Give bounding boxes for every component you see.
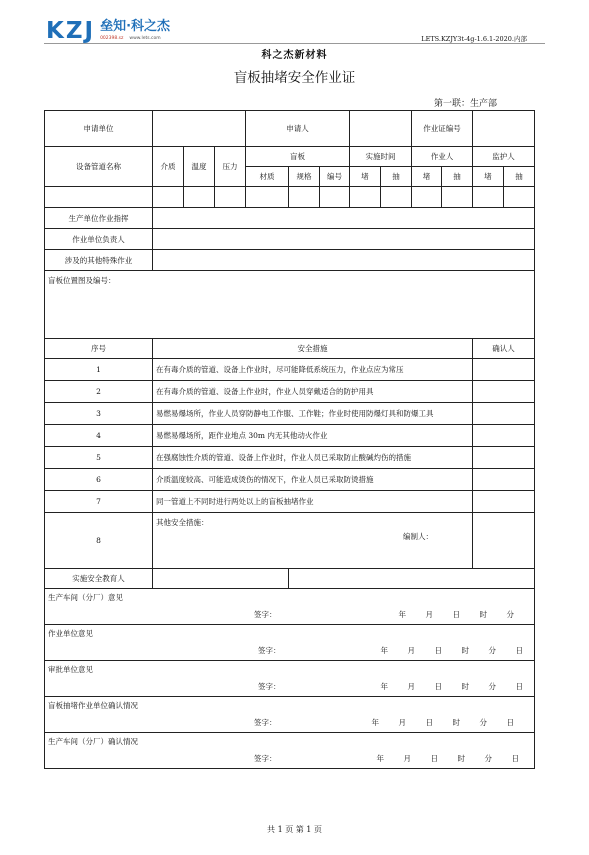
day-label: 日 — [506, 718, 514, 727]
measure-text: 易燃易爆场所，距作业地点 30m 内无其他动火作业 — [153, 425, 473, 447]
sign-label: 签字： — [258, 646, 281, 655]
measure-no: 3 — [45, 403, 153, 425]
month-label: 月 — [425, 610, 433, 619]
position-diagram-field[interactable] — [45, 271, 535, 339]
year-label: 年 — [398, 610, 406, 619]
operator-label: 作业人 — [412, 147, 473, 167]
sign-label: 签字： — [258, 682, 281, 691]
operator-block-field[interactable] — [412, 187, 442, 208]
confirm-field[interactable] — [473, 469, 535, 491]
day-label: 日 — [452, 610, 460, 619]
hour-label: 时 — [452, 718, 460, 727]
sign-label: 签字： — [254, 754, 277, 763]
minute-label: 分 — [479, 718, 487, 727]
logo-url: www.lets.com — [129, 36, 161, 41]
operator-block-label: 堵 — [412, 167, 442, 187]
hour-label: 时 — [461, 682, 469, 691]
compiler-label: 编制人： — [403, 532, 433, 541]
medium-label: 介质 — [153, 147, 184, 187]
day-label: 日 — [430, 754, 438, 763]
measure-no: 5 — [45, 447, 153, 469]
header-divider — [44, 43, 545, 44]
document-number: LETS.KZJY3t-4g-1.6.1-2020.内部 — [421, 35, 527, 43]
year-label: 年 — [380, 646, 388, 655]
spec-label: 规格 — [289, 167, 320, 187]
apply-unit-field[interactable] — [153, 111, 246, 147]
guardian-block-field[interactable] — [473, 187, 504, 208]
operator-draw-label: 抽 — [442, 167, 473, 187]
educator-extra-field[interactable] — [289, 569, 535, 589]
minute-label: 分 — [488, 682, 496, 691]
measure-text: 介质温度较高、可能造成烫伤的情况下，作业人员已采取防烫措施 — [153, 469, 473, 491]
year-label: 年 — [371, 718, 379, 727]
exec-block-field[interactable] — [350, 187, 381, 208]
company-logo — [46, 20, 170, 42]
work-unit-leader-label: 作业单位负责人 — [45, 229, 153, 250]
educator-field[interactable] — [153, 569, 289, 589]
confirm-header: 确认人 — [473, 339, 535, 359]
day-label: 日 — [434, 646, 442, 655]
temperature-field[interactable] — [184, 187, 215, 208]
measure-no-header: 序号 — [45, 339, 153, 359]
exec-time-label: 实施时间 — [350, 147, 412, 167]
work-unit-leader-field[interactable] — [153, 229, 535, 250]
measure-no: 1 — [45, 359, 153, 381]
operator-draw-field[interactable] — [442, 187, 473, 208]
pressure-field[interactable] — [215, 187, 246, 208]
confirm-field[interactable] — [473, 447, 535, 469]
sign-label: 签字： — [254, 610, 277, 619]
number-label: 编号 — [320, 167, 350, 187]
confirm-field[interactable] — [473, 425, 535, 447]
confirm-field[interactable] — [473, 381, 535, 403]
guardian-block-label: 堵 — [473, 167, 504, 187]
measure-no: 6 — [45, 469, 153, 491]
other-special-field[interactable] — [153, 250, 535, 271]
opinion-section[interactable] — [45, 625, 535, 661]
exec-block-label: 堵 — [350, 167, 381, 187]
material-label: 材质 — [246, 167, 289, 187]
confirm-field[interactable] — [473, 359, 535, 381]
measure-text: 在有毒介质的管道、设备上作业时，尽可能降低系统压力，作业点应为常压 — [153, 359, 473, 381]
sign-label: 签字： — [254, 718, 277, 727]
measure-header: 安全措施 — [153, 339, 473, 359]
prod-unit-command-field[interactable] — [153, 208, 535, 229]
medium-field[interactable] — [153, 187, 184, 208]
opinion-section[interactable] — [45, 661, 535, 697]
day-label: 日 — [434, 682, 442, 691]
measure-text: 在有毒介质的管道、设备上作业时，作业人员穿戴适合的防护用具 — [153, 381, 473, 403]
guardian-draw-field[interactable] — [504, 187, 535, 208]
number-field[interactable] — [320, 187, 350, 208]
page-footer: 共 1 页 第 1 页 — [267, 825, 322, 834]
other-special-label: 涉及的其他特殊作业 — [45, 250, 153, 271]
spec-field[interactable] — [289, 187, 320, 208]
logo-company-name: 垒知·科之杰 — [100, 19, 171, 34]
permit-no-label: 作业证编号 — [412, 111, 473, 147]
measure-no: 7 — [45, 491, 153, 513]
apply-unit-label: 申请单位 — [45, 111, 153, 147]
month-label: 月 — [403, 754, 411, 763]
confirm-field[interactable] — [473, 403, 535, 425]
opinion-label: 盲板抽堵作业单位确认情况 — [48, 701, 138, 710]
brand-name: 科之杰新材料 — [261, 50, 328, 61]
logo-mark: KZJ — [46, 18, 96, 44]
position-diagram-label: 盲板位置图及编号： — [48, 276, 116, 285]
year-label: 年 — [380, 682, 388, 691]
day-label: 日 — [511, 754, 519, 763]
opinion-label: 作业单位意见 — [48, 629, 93, 638]
exec-draw-label: 抽 — [381, 167, 412, 187]
day-label: 日 — [515, 646, 523, 655]
temperature-label: 温度 — [184, 147, 215, 187]
confirm-field[interactable] — [473, 513, 535, 569]
guardian-label: 监护人 — [473, 147, 535, 167]
permit-form — [44, 110, 535, 769]
blind-plate-label: 盲板 — [246, 147, 350, 167]
other-measures-field[interactable] — [153, 513, 473, 569]
minute-label: 分 — [484, 754, 492, 763]
hour-label: 时 — [457, 754, 465, 763]
measure-no: 4 — [45, 425, 153, 447]
opinion-section[interactable] — [45, 697, 535, 733]
minute-label: 分 — [488, 646, 496, 655]
equipment-name-field[interactable] — [45, 187, 153, 208]
educator-label: 实施安全教育人 — [45, 569, 153, 589]
logo-stock-code: 002398.sz — [100, 36, 124, 41]
applicant-field[interactable] — [350, 111, 412, 147]
page-title: 盲板抽堵安全作业证 — [233, 70, 356, 86]
opinion-label: 生产车间（分厂）意见 — [48, 593, 123, 602]
measure-text: 在强腐蚀性介质的管道、设备上作业时，作业人员已采取防止酸碱灼伤的措施 — [153, 447, 473, 469]
day-label: 日 — [425, 718, 433, 727]
guardian-draw-label: 抽 — [504, 167, 535, 187]
hour-label: 时 — [461, 646, 469, 655]
opinion-section[interactable] — [45, 589, 535, 625]
exec-draw-field[interactable] — [381, 187, 412, 208]
month-label: 月 — [407, 682, 415, 691]
measure-text: 同一管道上不同时进行两处以上的盲板抽堵作业 — [153, 491, 473, 513]
copy-label: 第一联：生产部 — [433, 99, 497, 109]
year-label: 年 — [376, 754, 384, 763]
other-measures-label: 其他安全措施： — [156, 518, 209, 527]
prod-unit-command-label: 生产单位作业指挥 — [45, 208, 153, 229]
measure-no: 8 — [45, 513, 153, 569]
pressure-label: 压力 — [215, 147, 246, 187]
opinion-section[interactable] — [45, 733, 535, 769]
material-field[interactable] — [246, 187, 289, 208]
opinion-label: 生产车间（分厂）确认情况 — [48, 737, 138, 746]
opinion-label: 审批单位意见 — [48, 665, 93, 674]
month-label: 月 — [398, 718, 406, 727]
permit-no-field[interactable] — [473, 111, 535, 147]
applicant-label: 申请人 — [246, 111, 350, 147]
hour-label: 时 — [479, 610, 487, 619]
day-label: 日 — [515, 682, 523, 691]
minute-label: 分 — [506, 610, 514, 619]
confirm-field[interactable] — [473, 491, 535, 513]
equipment-name-label: 设备管道名称 — [45, 147, 153, 187]
measure-text: 易燃易爆场所，作业人员穿防静电工作服、工作鞋；作业时使用防爆灯具和防爆工具 — [153, 403, 473, 425]
month-label: 月 — [407, 646, 415, 655]
measure-no: 2 — [45, 381, 153, 403]
